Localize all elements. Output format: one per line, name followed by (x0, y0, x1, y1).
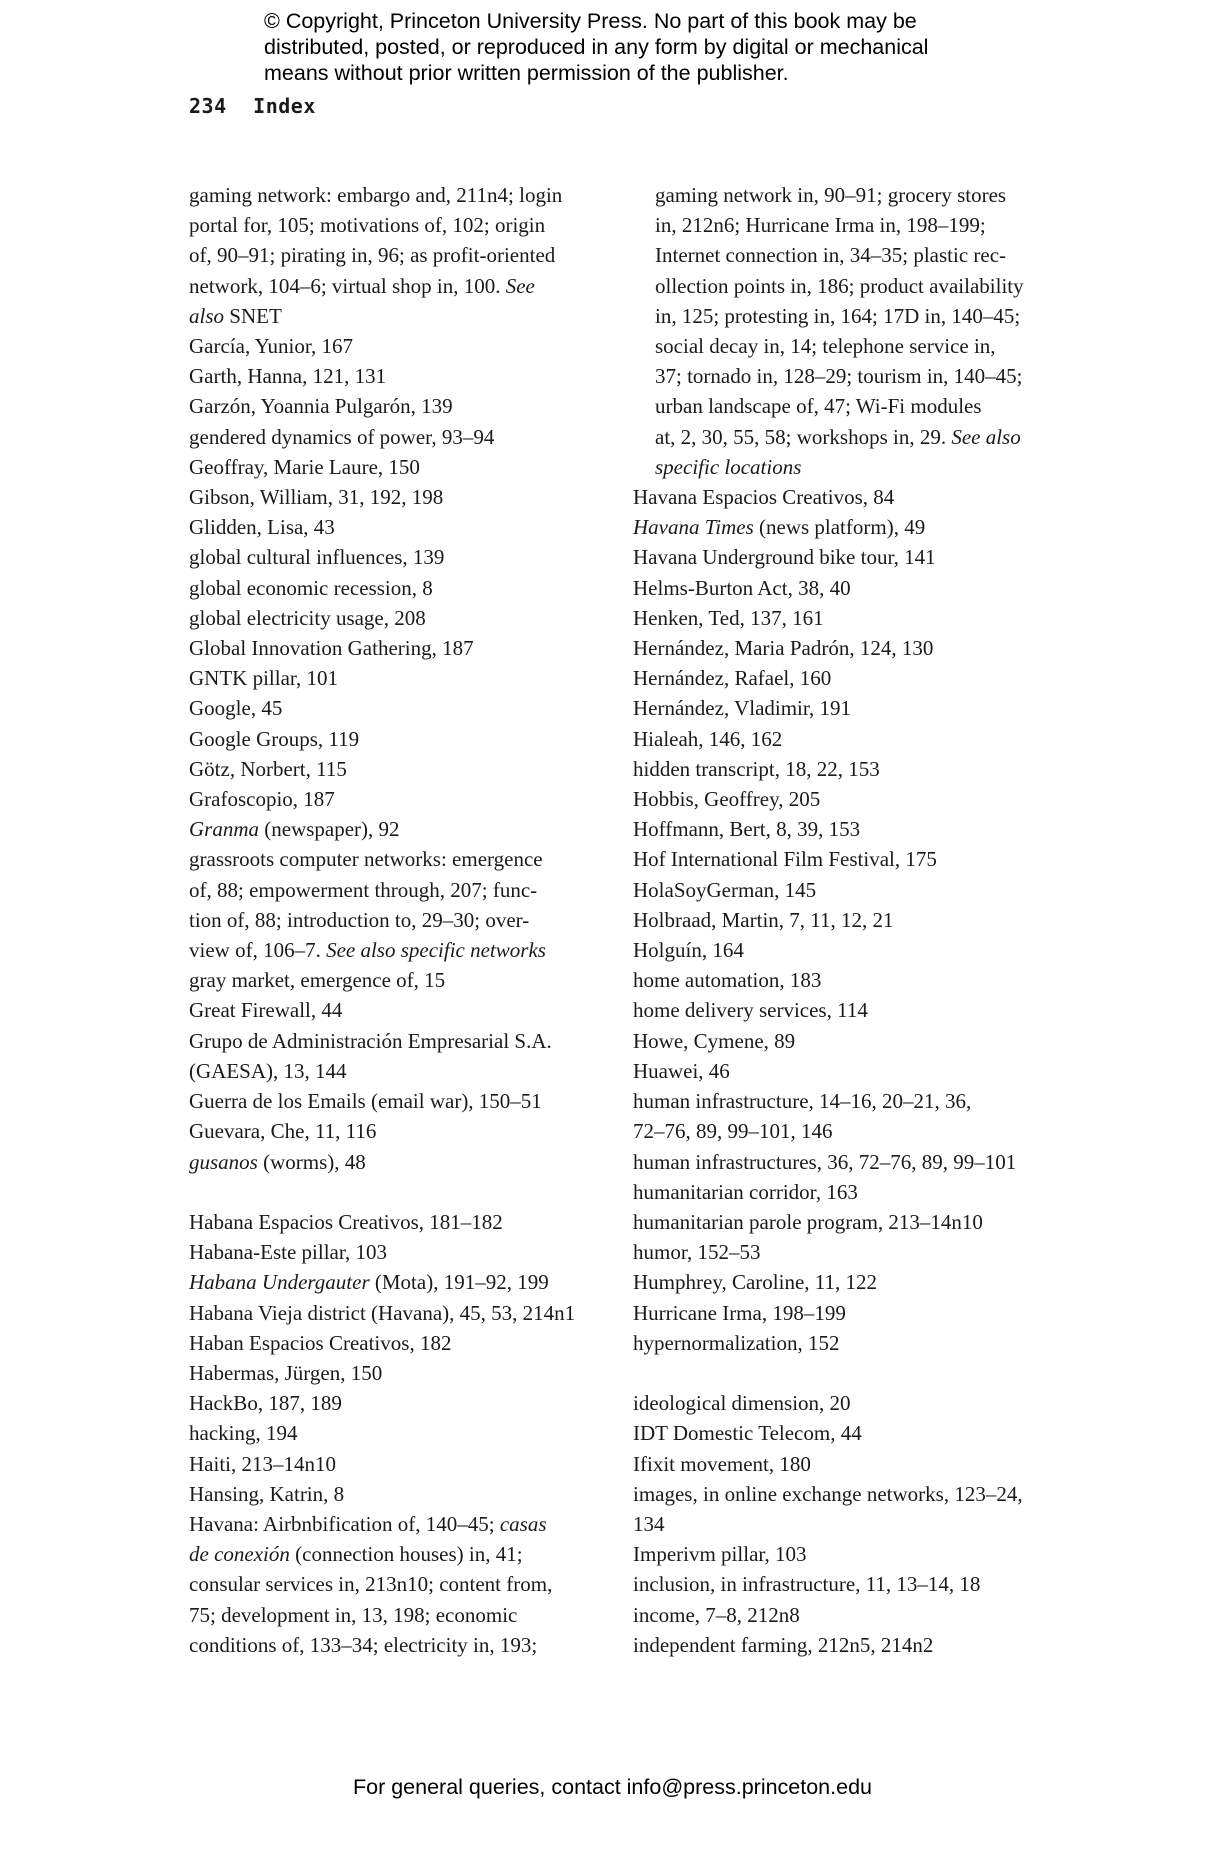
index-entry-line: Geoffray, Marie Laure, 150 (189, 454, 420, 479)
index-entry-line: urban landscape of, 47; Wi-Fi modules (655, 394, 982, 419)
index-entry-line: Grafoscopio, 187 (189, 787, 335, 812)
index-entry-line: Google, 45 (189, 696, 283, 721)
index-entry-line: Habana Espacios Creativos, 181–182 (189, 1209, 503, 1234)
index-entry-line: social decay in, 14; telephone service in, (655, 334, 996, 359)
index-entry-line: Havana Underground bike tour, 141 (633, 545, 936, 570)
index-entry-line: home delivery services, 114 (633, 998, 868, 1023)
copyright-line: distributed, posted, or reproduced in any form by digital or mechanical (264, 35, 929, 59)
index-entry-line: global cultural influences, 139 (189, 545, 445, 570)
index-entry-line: García, Yunior, 167 (189, 334, 354, 359)
index-entry-line: Gibson, William, 31, 192, 198 (189, 485, 444, 510)
index-entry (633, 1147, 1073, 1177)
index-entry (633, 573, 1073, 603)
index-entry-line: Howe, Cymene, 89 (633, 1028, 796, 1053)
index-entry-line: Hurricane Irma, 198–199 (633, 1300, 846, 1325)
index-entry-line: global economic recession, 8 (189, 575, 433, 600)
index-entry (633, 1479, 1073, 1539)
index-entry (189, 1298, 619, 1328)
index-entry-line: Garzón, Yoannia Pulgarón, 139 (189, 394, 453, 419)
index-entry (189, 331, 619, 361)
index-entry-line: Habana Undergauter (Mota), 191–92, 199 (189, 1270, 549, 1295)
index-entry (189, 844, 619, 965)
index-entry-line: Holbraad, Martin, 7, 11, 12, 21 (633, 907, 894, 932)
index-entry (633, 784, 1073, 814)
index-entry-line: hacking, 194 (189, 1421, 298, 1446)
index-entry (633, 603, 1073, 633)
index-column-right (633, 180, 1073, 1660)
index-letter-gap (633, 1358, 1073, 1388)
index-entry-line: of, 88; empowerment through, 207; func- (189, 877, 538, 902)
index-entry-line: Ifixit movement, 180 (633, 1451, 811, 1476)
index-entry-line: Hernández, Maria Padrón, 124, 130 (633, 636, 934, 661)
index-entry (189, 1207, 619, 1237)
index-entry (633, 724, 1073, 754)
index-entry-line: 75; development in, 13, 198; economic (189, 1602, 518, 1627)
index-entry-line: (GAESA), 13, 144 (189, 1058, 347, 1083)
running-head (189, 94, 316, 118)
index-entry-line: Hobbis, Geoffrey, 205 (633, 787, 821, 812)
index-entry-line: global electricity usage, 208 (189, 605, 426, 630)
index-entry (633, 693, 1073, 723)
index-entry (189, 573, 619, 603)
index-entry-line: Helms-Burton Act, 38, 40 (633, 575, 851, 600)
index-entry-line: conditions of, 133–34; electricity in, 193; (189, 1632, 538, 1657)
index-entry (633, 1056, 1073, 1086)
index-entry (633, 1267, 1073, 1297)
index-entry (189, 1026, 619, 1086)
index-entry-line: IDT Domestic Telecom, 44 (633, 1421, 862, 1446)
index-entry (189, 724, 619, 754)
index-entry-line: 72–76, 89, 99–101, 146 (633, 1119, 833, 1144)
index-entry-line: network, 104–6; virtual shop in, 100. See (189, 273, 535, 298)
index-column-left (189, 180, 619, 1660)
index-entry-line: ollection points in, 186; product availability (655, 273, 1024, 298)
index-entry (633, 995, 1073, 1025)
index-entry-line: Haiti, 213–14n10 (189, 1451, 336, 1476)
index-entry-line: gaming network in, 90–91; grocery stores (655, 183, 1007, 207)
index-entry (633, 905, 1073, 935)
index-entry-line: de conexión (connection houses) in, 41; (189, 1542, 523, 1567)
index-entry-line: Great Firewall, 44 (189, 998, 343, 1023)
index-entry (633, 935, 1073, 965)
index-entry (633, 1630, 1073, 1660)
index-entry (633, 814, 1073, 844)
index-entry (633, 1328, 1073, 1358)
footer-contact: For general queries, contact info@press.princeton.edu (352, 1775, 872, 1799)
index-entry-line: humor, 152–53 (633, 1240, 761, 1265)
index-entry-line: Internet connection in, 34–35; plastic rec- (655, 243, 1007, 268)
index-entry-line: income, 7–8, 212n8 (633, 1602, 800, 1627)
index-entry (633, 1207, 1073, 1237)
index-entry-line: HackBo, 187, 189 (189, 1391, 342, 1416)
index-entry (633, 844, 1073, 874)
index-entry (189, 482, 619, 512)
index-entry-line: Hof International Film Festival, 175 (633, 847, 937, 872)
index-entry-line: humanitarian corridor, 163 (633, 1179, 858, 1204)
index-entry-line: Hoffmann, Bert, 8, 39, 153 (633, 817, 861, 842)
index-entry (189, 995, 619, 1025)
index-entry-line: GNTK pillar, 101 (189, 666, 339, 691)
index-entry-line: ideological dimension, 20 (633, 1391, 851, 1416)
index-entry-line: Habana-Este pillar, 103 (189, 1240, 388, 1265)
index-entry (633, 1026, 1073, 1056)
index-entry-line: gray market, emergence of, 15 (189, 968, 446, 993)
index-entry (189, 1147, 619, 1177)
index-entry-line: Google Groups, 119 (189, 726, 360, 751)
index-entry-line: Guerra de los Emails (email war), 150–51 (189, 1089, 542, 1114)
index-entry-line: Hialeah, 146, 162 (633, 726, 783, 751)
index-entry (189, 391, 619, 421)
page-number: 234 (189, 94, 227, 118)
index-entry (633, 1298, 1073, 1328)
index-entry-line: Habermas, Jürgen, 150 (189, 1360, 383, 1385)
index-entry (189, 965, 619, 995)
index-entry (633, 1177, 1073, 1207)
index-entry (633, 1388, 1073, 1418)
index-entry-line: HolaSoyGerman, 145 (633, 877, 817, 902)
index-entry (189, 1086, 619, 1116)
index-entry (633, 180, 1073, 482)
index-entry-line: of, 90–91; pirating in, 96; as profit-oriented (189, 243, 556, 268)
index-entry-line: Guevara, Che, 11, 116 (189, 1119, 377, 1144)
index-entry-line: gusanos (worms), 48 (189, 1149, 366, 1174)
index-entry (189, 784, 619, 814)
index-entry-line: hidden transcript, 18, 22, 153 (633, 756, 880, 781)
index-entry-line: Hernández, Vladimir, 191 (633, 696, 852, 721)
index-entry-line: Havana: Airbnbification of, 140–45; casas (189, 1511, 547, 1536)
index-entry (189, 1509, 619, 1660)
index-entry (189, 633, 619, 663)
index-entry-line: specific locations (655, 454, 802, 479)
index-entry-line: view of, 106–7. See also specific networks (189, 938, 546, 963)
index-entry (189, 361, 619, 391)
index-entry (189, 1237, 619, 1267)
index-entry-line: portal for, 105; motivations of, 102; origin (189, 213, 546, 238)
index-entry-line: humanitarian parole program, 213–14n10 (633, 1209, 983, 1234)
index-entry-line: images, in online exchange networks, 123–24, (633, 1481, 1023, 1506)
index-entry (189, 1449, 619, 1479)
index-entry (633, 512, 1073, 542)
index-entry-line: home automation, 183 (633, 968, 822, 993)
index-entry (633, 875, 1073, 905)
index-entry (633, 1086, 1073, 1146)
index-entry (189, 180, 619, 331)
index-entry (633, 1539, 1073, 1569)
index-entry-line: consular services in, 213n10; content from, (189, 1572, 553, 1597)
index-entry (189, 754, 619, 784)
index-entry-line: gendered dynamics of power, 93–94 (189, 424, 495, 449)
index-entry-line: hypernormalization, 152 (633, 1330, 840, 1355)
index-entry-line: human infrastructures, 36, 72–76, 89, 99–101 (633, 1149, 1017, 1174)
index-entry (189, 1116, 619, 1146)
index-entry (633, 1237, 1073, 1267)
index-entry (189, 1388, 619, 1418)
index-entry-line: in, 125; protesting in, 164; 17D in, 140–45; (655, 303, 1021, 328)
index-entry (189, 814, 619, 844)
index-entry-line: Grupo de Administración Empresarial S.A. (189, 1028, 552, 1053)
index-entry (189, 512, 619, 542)
index-entry (189, 1418, 619, 1448)
index-entry-line: tion of, 88; introduction to, 29–30; over- (189, 907, 530, 932)
index-entry (189, 1358, 619, 1388)
copyright-line: means without prior written permission of the publisher. (264, 61, 789, 85)
index-entry-line: also SNET (189, 303, 282, 328)
index-entry (189, 542, 619, 572)
index-entry (633, 663, 1073, 693)
index-entry-line: Humphrey, Caroline, 11, 122 (633, 1270, 877, 1295)
index-entry-line: Garth, Hanna, 121, 131 (189, 364, 387, 389)
index-entry (189, 603, 619, 633)
index-entry-line: Havana Espacios Creativos, 84 (633, 485, 895, 510)
index-entry (633, 482, 1073, 512)
index-entry (633, 965, 1073, 995)
index-entry-line: Götz, Norbert, 115 (189, 756, 347, 781)
index-entry-line: human infrastructure, 14–16, 20–21, 36, (633, 1089, 972, 1114)
index-entry-line: Havana Times (news platform), 49 (633, 515, 926, 540)
index-entry-line: independent farming, 212n5, 214n2 (633, 1632, 934, 1657)
index-entry (189, 422, 619, 452)
index-entry (189, 663, 619, 693)
index-entry (633, 1600, 1073, 1630)
index-entry (189, 452, 619, 482)
index-entry (189, 693, 619, 723)
running-head-title: Index (253, 94, 316, 118)
index-entry-line: Global Innovation Gathering, 187 (189, 636, 474, 661)
index-entry (189, 1328, 619, 1358)
index-entry (633, 1418, 1073, 1448)
index-entry (633, 542, 1073, 572)
index-entry-line: gaming network: embargo and, 211n4; login (189, 183, 563, 207)
index-entry (633, 1449, 1073, 1479)
index-entry-line: Henken, Ted, 137, 161 (633, 605, 824, 630)
index-entry-line: 134 (633, 1511, 665, 1536)
index-entry-line: grassroots computer networks: emergence (189, 847, 543, 872)
index-entry-line: inclusion, in infrastructure, 11, 13–14, 18 (633, 1572, 981, 1597)
index-entry-line: Imperivm pillar, 103 (633, 1542, 807, 1567)
index-letter-gap (189, 1177, 619, 1207)
copyright-line: © Copyright, Princeton University Press. No part of this book may be (264, 9, 917, 33)
index-entry-line: Habana Vieja district (Havana), 45, 53, 214n1 (189, 1300, 576, 1325)
index-entry-line: Haban Espacios Creativos, 182 (189, 1330, 452, 1355)
index-entry-line: Hernández, Rafael, 160 (633, 666, 832, 691)
index-entry (633, 1569, 1073, 1599)
index-entry-line: 37; tornado in, 128–29; tourism in, 140–45; (655, 364, 1023, 389)
index-entry-line: Granma (newspaper), 92 (189, 817, 400, 842)
index-entry (633, 754, 1073, 784)
copyright-notice (264, 8, 1024, 86)
index-entry-line: at, 2, 30, 55, 58; workshops in, 29. See also (655, 424, 1021, 449)
index-entry (189, 1267, 619, 1297)
index-entry (189, 1479, 619, 1509)
index-entry-line: in, 212n6; Hurricane Irma in, 198–199; (655, 213, 986, 238)
index-entry-line: Holguín, 164 (633, 938, 744, 963)
index-entry-line: Hansing, Katrin, 8 (189, 1481, 345, 1506)
index-entry-line: Huawei, 46 (633, 1058, 730, 1083)
index-entry (633, 633, 1073, 663)
index-entry-line: Glidden, Lisa, 43 (189, 515, 335, 540)
